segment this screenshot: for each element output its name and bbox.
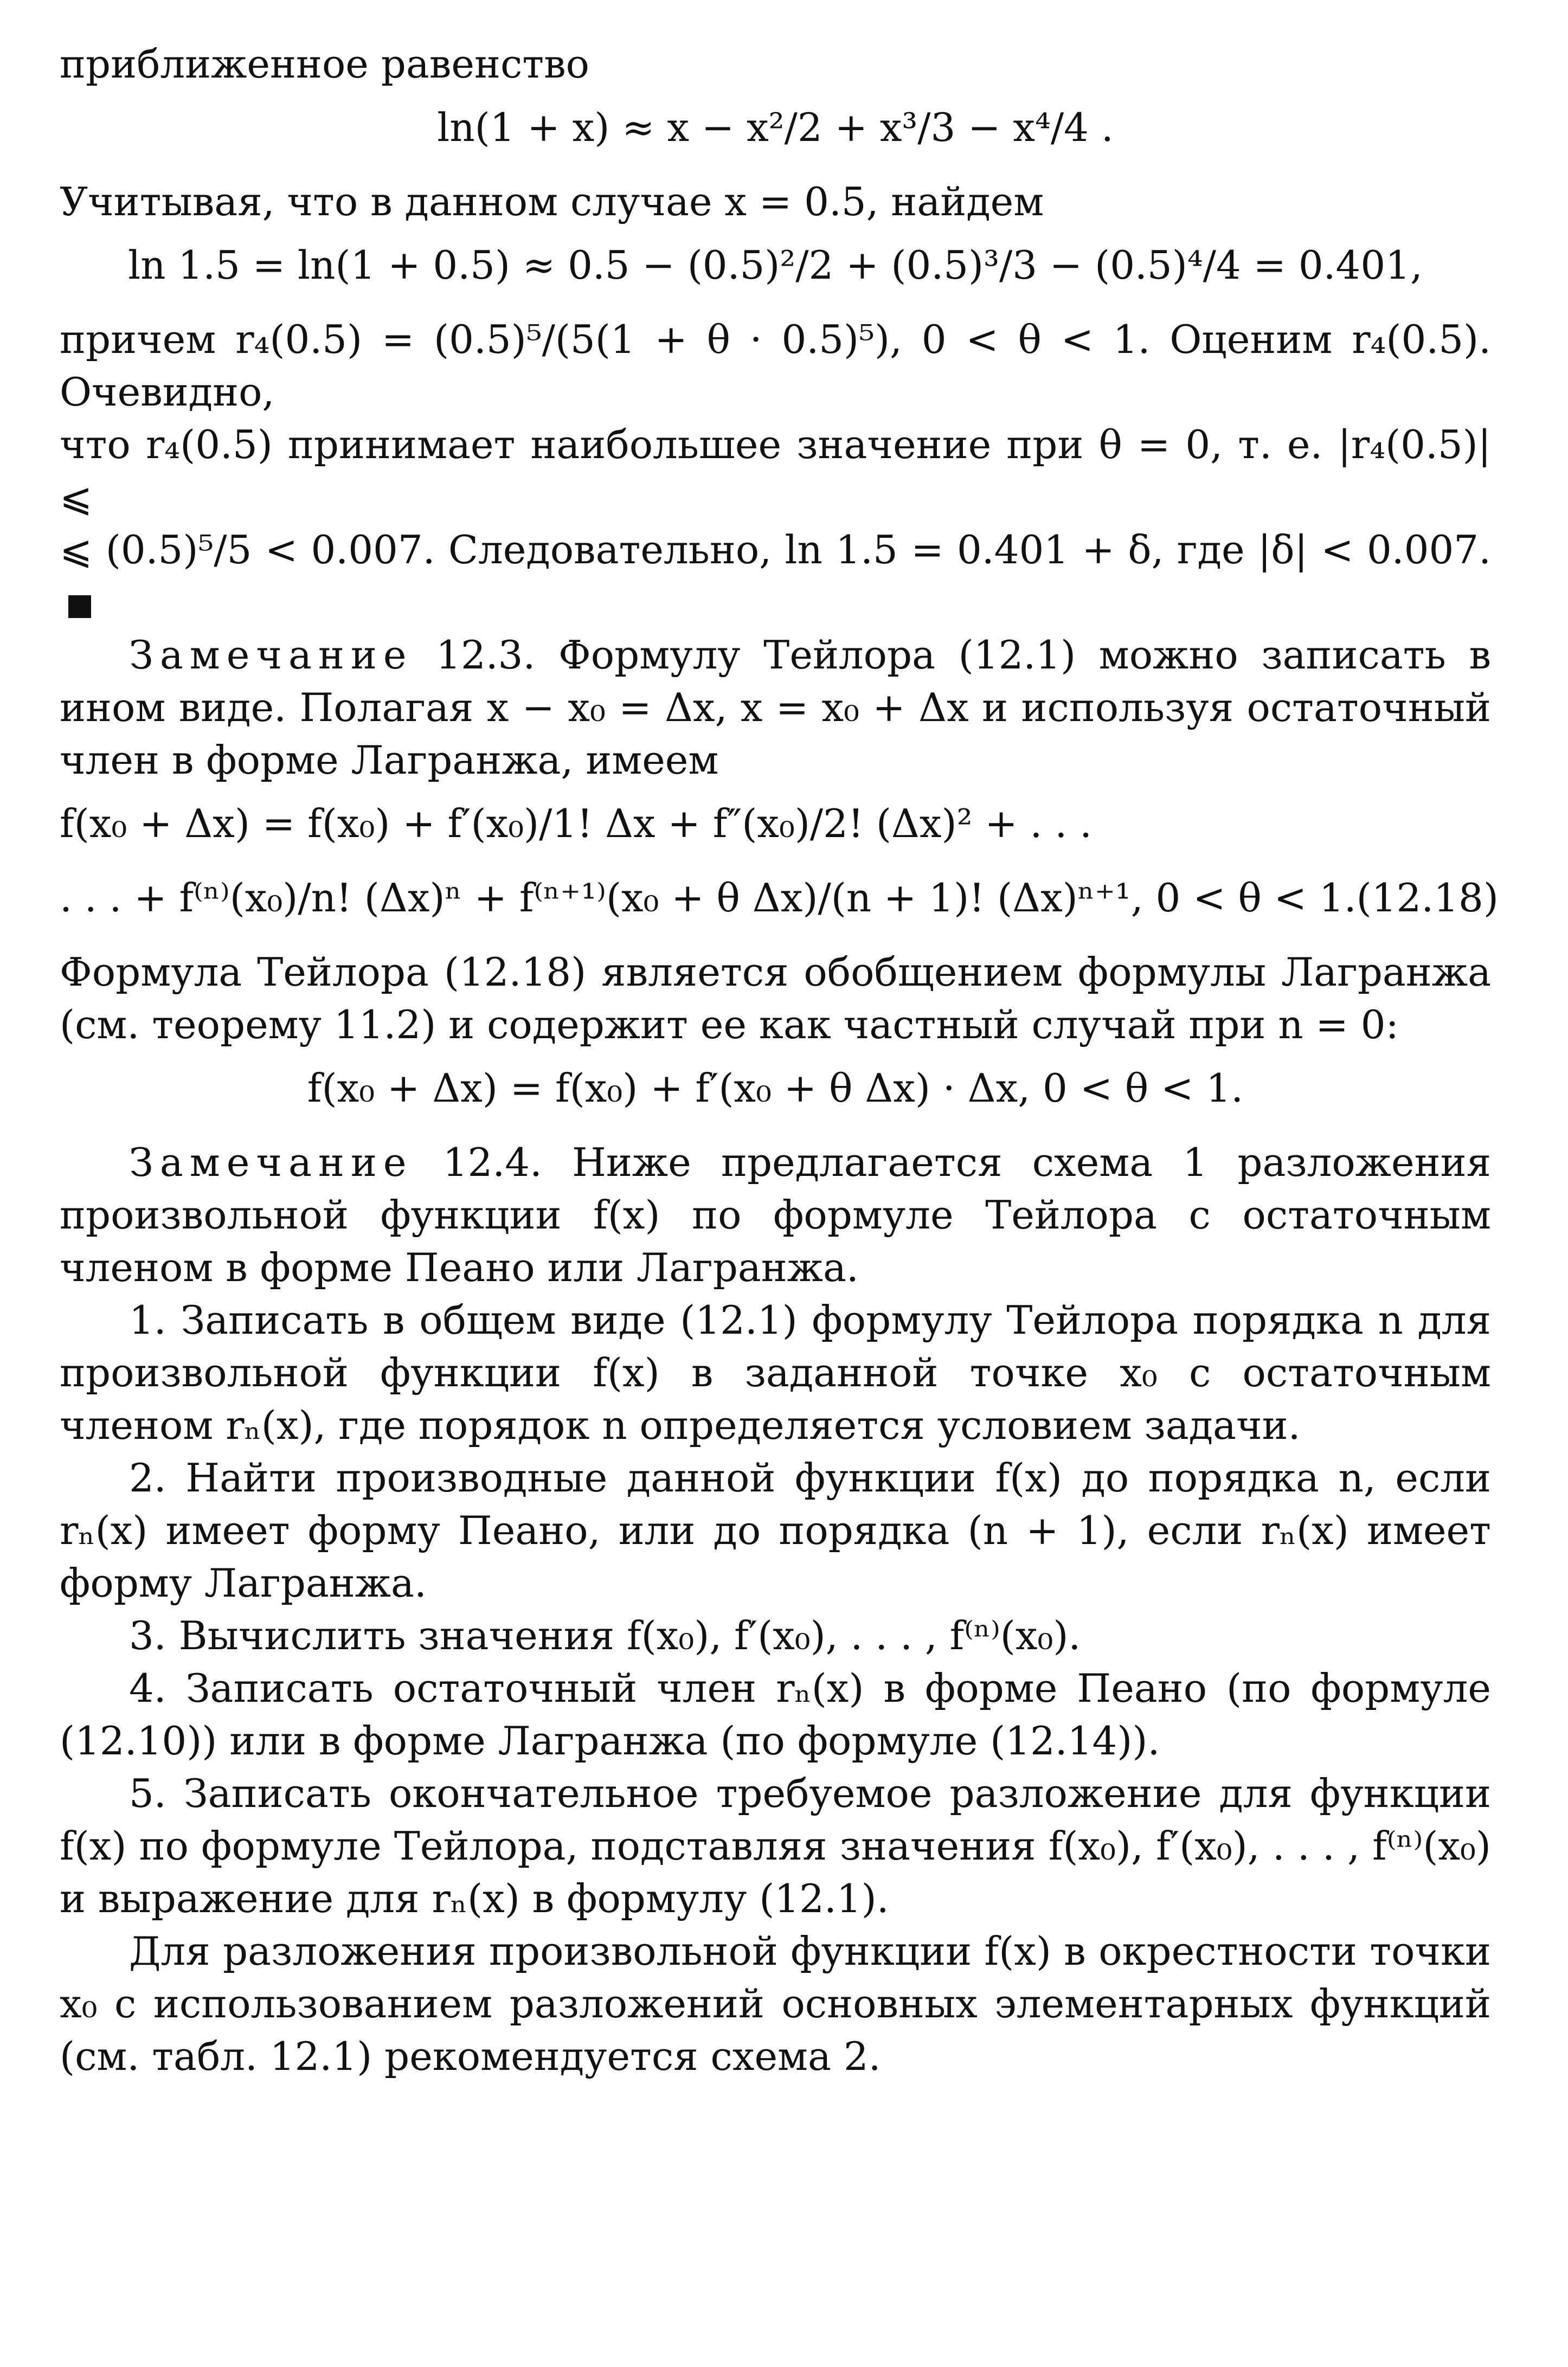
equation-body: . . . + f⁽ⁿ⁾(x₀)/n! (Δx)ⁿ + f⁽ⁿ⁺¹⁾(x₀ + θ Δx)/(n + 1)! (Δx)ⁿ⁺¹, 0 < θ < 1. [60, 875, 1357, 921]
end-of-proof-icon [68, 595, 91, 618]
remark-heading: Замечание [129, 1140, 413, 1185]
equation-number: (12.18) [1356, 875, 1499, 921]
remark-12-4 [60, 1136, 1491, 1294]
scheme-step-5: 5. Записать окончательное требуемое разложение для функции f(x) по формуле Тейлора, подставляя значения f(x₀), f′(x₀), . . . , f⁽ⁿ⁾(x₀) и выражение для rₙ(x) в формулу (12.1). [60, 1771, 1491, 1921]
text-paragraph: причем r₄(0.5) = (0.5)⁵/(5(1 + θ · 0.5)⁵), 0 < θ < 1. Оценим r₄(0.5). Очевидно, [60, 317, 1491, 415]
scheme-step-3: 3. Вычислить значения f(x₀), f′(x₀), . . . , f⁽ⁿ⁾(x₀). [129, 1613, 1081, 1658]
text-paragraph: что r₄(0.5) принимает наибольшее значение при θ = 0, т. е. |r₄(0.5)| ⩽ [60, 422, 1491, 520]
scheme-step-4: 4. Записать остаточный член rₙ(x) в форме Пеано (по формуле (12.10)) или в форме Лагранжа (по формуле (12.14)). [60, 1665, 1491, 1764]
remark-text: 12.3. Формулу Тейлора (12.1) можно записать в ином виде. Полагая x − x₀ = Δx, x = x₀ + Δx и используя остаточный член в форме Лагранжа, имеем [60, 632, 1491, 783]
equation-ln-series: ln(1 + x) ≈ x − x²/2 + x³/3 − x⁴/4 . [437, 105, 1114, 150]
equation-ln-1-5: ln 1.5 = ln(1 + 0.5) ≈ 0.5 − (0.5)²/2 + (0.5)³/3 − (0.5)⁴/4 = 0.401, [128, 242, 1423, 288]
text-paragraph: Формула Тейлора (12.18) является обобщением формулы Лагранжа (см. теорему 11.2) и содержит ее как частный случай при n = 0: [60, 949, 1491, 1047]
equation-taylor-line-2 [60, 872, 1499, 924]
text-line: ⩽ (0.5)⁵/5 < 0.007. Следовательно, ln 1.5 = 0.401 + δ, где |δ| < 0.007. [60, 527, 1491, 573]
equation-lagrange-case: f(x₀ + Δx) = f(x₀) + f′(x₀ + θ Δx) · Δx, 0 < θ < 1. [307, 1065, 1244, 1111]
text-paragraph: приближенное равенство [60, 41, 589, 87]
text-paragraph: Для разложения произвольной функции f(x) в окрестности точки x₀ с использованием разложений основных элементарных функций (см. табл. 12.1) рекомендуется схема 2. [60, 1928, 1491, 2079]
remark-heading: Замечание [129, 632, 413, 678]
scheme-step-1: 1. Записать в общем виде (12.1) формулу Тейлора порядка n для произвольной функции f(x) в заданной точке x₀ с остаточным членом rₙ(x), где порядок n определяется условием задачи. [60, 1297, 1491, 1448]
scheme-step-2: 2. Найти производные данной функции f(x) до порядка n, если rₙ(x) имеет форму Пеано, или до порядка (n + 1), если rₙ(x) имеет форму Лагранжа. [60, 1455, 1491, 1606]
remark-text: 12.4. Ниже предлагается схема 1 разложения произвольной функции f(x) по формуле Тейлора с остаточным членом в форме Пеано или Лагранжа. [60, 1140, 1491, 1290]
text-paragraph [60, 524, 1491, 629]
remark-12-3 [60, 629, 1491, 787]
equation-taylor-line-1: f(x₀ + Δx) = f(x₀) + f′(x₀)/1! Δx + f″(x₀)/2! (Δx)² + . . . [60, 801, 1092, 846]
text-paragraph: Учитывая, что в данном случае x = 0.5, найдем [60, 179, 1044, 224]
